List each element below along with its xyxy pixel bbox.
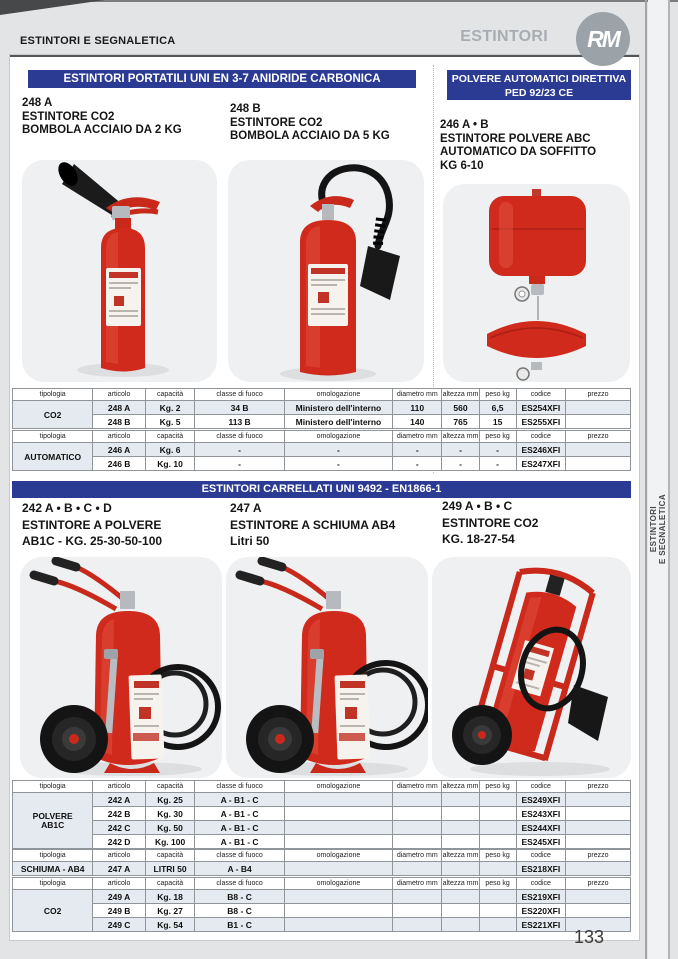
cell: [284, 821, 392, 835]
cell: ES221XFI: [516, 918, 565, 932]
cell: 140: [393, 415, 442, 429]
cell: 246 B: [93, 457, 146, 471]
col-header: classe di fuoco: [195, 389, 285, 401]
col-header: classe di fuoco: [195, 431, 285, 443]
cell: [566, 457, 631, 471]
cell: [442, 890, 479, 904]
col-header: articolo: [93, 389, 146, 401]
product-248b-title: 248 B ESTINTORE CO2 BOMBOLA ACCIAIO DA 5 KG: [230, 103, 390, 142]
header-right-title: ESTINTORI: [460, 28, 548, 45]
photo-247: [226, 557, 428, 778]
cell: ES255XFI: [516, 415, 565, 429]
cell: 242 D: [93, 835, 146, 849]
col-header: articolo: [93, 431, 146, 443]
cell: B8 - C: [195, 904, 285, 918]
col-header: peso kg: [479, 431, 516, 443]
cell: [479, 793, 516, 807]
cell: Kg. 100: [145, 835, 194, 849]
cell: ES220XFI: [516, 904, 565, 918]
rm-logo-text: RM: [587, 25, 619, 52]
cell: [393, 793, 442, 807]
table-row: [13, 401, 631, 415]
cell-tipologia: SCHIUMA - AB4: [13, 862, 93, 876]
cell-tipologia: CO2: [13, 401, 93, 429]
cell: [566, 401, 631, 415]
cell: A - B1 - C: [195, 807, 285, 821]
col-header: peso kg: [479, 850, 516, 862]
cell: -: [284, 457, 392, 471]
automatic-ceiling-extinguisher-illustration: [443, 184, 630, 382]
cell: Kg. 50: [145, 821, 194, 835]
cell: ES249XFI: [516, 793, 565, 807]
cell: -: [479, 443, 516, 457]
col-header: capacità: [145, 878, 194, 890]
cell: [442, 862, 479, 876]
cell: ES243XFI: [516, 807, 565, 821]
cell: Kg. 18: [145, 890, 194, 904]
right-margin-strip: [648, 0, 668, 959]
col-header: altezza mm: [442, 431, 479, 443]
cell: ES218XFI: [516, 862, 565, 876]
cell: 560: [442, 401, 479, 415]
col-header: prezzo: [566, 781, 631, 793]
cell: ES245XFI: [516, 835, 565, 849]
cell: [479, 862, 516, 876]
cell: Kg. 6: [145, 443, 194, 457]
cell: ES219XFI: [516, 890, 565, 904]
cell: [566, 415, 631, 429]
rm-logo-icon: [576, 12, 630, 66]
cell: [566, 793, 631, 807]
banner-carrellati: ESTINTORI CARRELLATI UNI 9492 - EN1866-1: [12, 481, 631, 498]
table-co2-carrellati: [12, 877, 631, 932]
cell: -: [442, 443, 479, 457]
col-header: tipologia: [13, 781, 93, 793]
col-header: prezzo: [566, 878, 631, 890]
cell: -: [195, 443, 285, 457]
col-header: prezzo: [566, 850, 631, 862]
cell: [284, 890, 392, 904]
table-row: [13, 443, 631, 457]
cell: 113 B: [195, 415, 285, 429]
banner-portatili: ESTINTORI PORTATILI UNI EN 3-7 ANIDRIDE CARBONICA: [28, 70, 416, 88]
table-schiuma: [12, 849, 631, 876]
cell: 110: [393, 401, 442, 415]
cell: 15: [479, 415, 516, 429]
col-header: codice: [516, 389, 565, 401]
cell: [284, 918, 392, 932]
cell: ES246XFI: [516, 443, 565, 457]
cell: Ministero dell'interno: [284, 415, 392, 429]
cell: Kg. 30: [145, 807, 194, 821]
wheeled-powder-extinguisher-illustration: [20, 557, 222, 778]
col-header: classe di fuoco: [195, 850, 285, 862]
col-header: omologazione: [284, 850, 392, 862]
cell: B1 - C: [195, 918, 285, 932]
cell: -: [479, 457, 516, 471]
col-header: omologazione: [284, 389, 392, 401]
photo-248a: [22, 160, 217, 382]
cell: [479, 890, 516, 904]
cell: 248 B: [93, 415, 146, 429]
col-header: peso kg: [479, 878, 516, 890]
col-header: tipologia: [13, 850, 93, 862]
cell: A - B1 - C: [195, 835, 285, 849]
cell: -: [393, 443, 442, 457]
banner-automatici: POLVERE AUTOMATICI DIRETTIVA PED 92/23 CE: [447, 70, 631, 100]
col-header: classe di fuoco: [195, 878, 285, 890]
cell: 242 A: [93, 793, 146, 807]
cell: [393, 807, 442, 821]
col-header: codice: [516, 431, 565, 443]
col-header: articolo: [93, 781, 146, 793]
col-header: altezza mm: [442, 389, 479, 401]
cell: -: [195, 457, 285, 471]
cell: [284, 835, 392, 849]
cell: 242 B: [93, 807, 146, 821]
product-247-title: 247 A ESTINTORE A SCHIUMA AB4 Litri 50: [230, 501, 396, 548]
col-header: peso kg: [479, 781, 516, 793]
col-header: prezzo: [566, 431, 631, 443]
col-header: diametro mm: [393, 781, 442, 793]
table-row: [13, 862, 631, 876]
cell: -: [393, 457, 442, 471]
product-249-title: 249 A • B • C ESTINTORE CO2 KG. 18-27-54: [442, 499, 539, 546]
table-row: [13, 821, 631, 835]
cell-tipologia: POLVERE AB1C: [13, 793, 93, 849]
col-header: tipologia: [13, 431, 93, 443]
cell: [393, 862, 442, 876]
cell: [284, 807, 392, 821]
cell: Kg. 27: [145, 904, 194, 918]
cell: [284, 793, 392, 807]
cell: 242 C: [93, 821, 146, 835]
col-header: classe di fuoco: [195, 781, 285, 793]
col-header: capacità: [145, 781, 194, 793]
cell: [566, 890, 631, 904]
cell: [479, 904, 516, 918]
cell: ES244XFI: [516, 821, 565, 835]
cell: [479, 918, 516, 932]
cell: -: [442, 457, 479, 471]
product-248a-title: 248 A ESTINTORE CO2 BOMBOLA ACCIAIO DA 2 KG: [22, 97, 182, 136]
product-242-title: 242 A • B • C • D ESTINTORE A POLVERE AB1C - KG. 25-30-50-100: [22, 501, 163, 548]
table-co2-portatili: [12, 388, 631, 429]
product-246-title: 246 A • B ESTINTORE POLVERE ABC AUTOMATICO DA SOFFITTO KG 6-10: [440, 119, 597, 172]
table-automatico: [12, 430, 631, 471]
extinguisher-co2-2kg-illustration: [22, 160, 217, 382]
cell: 249 C: [93, 918, 146, 932]
cell: 6,5: [479, 401, 516, 415]
right-edge-line-2: [668, 0, 670, 959]
col-header: capacità: [145, 850, 194, 862]
extinguisher-co2-5kg-illustration: [228, 160, 424, 382]
cell: Kg. 54: [145, 918, 194, 932]
col-header: tipologia: [13, 878, 93, 890]
cell: [393, 918, 442, 932]
col-header: articolo: [93, 878, 146, 890]
cell: [442, 918, 479, 932]
cell: [442, 904, 479, 918]
col-header: codice: [516, 781, 565, 793]
col-header: codice: [516, 850, 565, 862]
col-header: diametro mm: [393, 850, 442, 862]
cell: [479, 821, 516, 835]
cell-tipologia: CO2: [13, 890, 93, 932]
col-header: diametro mm: [393, 389, 442, 401]
cell: 34 B: [195, 401, 285, 415]
col-header: codice: [516, 878, 565, 890]
table-row: [13, 415, 631, 429]
cell: 249 A: [93, 890, 146, 904]
col-header: altezza mm: [442, 878, 479, 890]
table-row: [13, 904, 631, 918]
cell: -: [284, 443, 392, 457]
cell: [393, 821, 442, 835]
cell: [442, 835, 479, 849]
cell: 765: [442, 415, 479, 429]
cell: ES254XFI: [516, 401, 565, 415]
col-header: capacità: [145, 389, 194, 401]
side-tab-text: ESTINTORI E SEGNALETICA: [649, 493, 668, 565]
cell: [284, 862, 392, 876]
cell: A - B1 - C: [195, 821, 285, 835]
col-header: omologazione: [284, 878, 392, 890]
table-row: [13, 793, 631, 807]
cell: Kg. 5: [145, 415, 194, 429]
col-header: articolo: [93, 850, 146, 862]
table-row: [13, 457, 631, 471]
col-header: omologazione: [284, 431, 392, 443]
cell: [566, 835, 631, 849]
table-row: [13, 918, 631, 932]
cell: [393, 835, 442, 849]
cell: 248 A: [93, 401, 146, 415]
photo-246: [443, 184, 630, 382]
header-left-title: ESTINTORI E SEGNALETICA: [20, 35, 176, 47]
col-header: altezza mm: [442, 781, 479, 793]
cell: A - B1 - C: [195, 793, 285, 807]
col-header: capacità: [145, 431, 194, 443]
page-number: 133: [573, 927, 604, 947]
trolley-co2-extinguisher-illustration: [432, 557, 631, 778]
cell: [393, 904, 442, 918]
wheeled-foam-extinguisher-illustration: [226, 557, 428, 778]
cell: 246 A: [93, 443, 146, 457]
photo-248b: [228, 160, 424, 382]
col-header: diametro mm: [393, 431, 442, 443]
cell: [442, 793, 479, 807]
cell: [479, 835, 516, 849]
cell: Kg. 25: [145, 793, 194, 807]
cell: [566, 904, 631, 918]
col-header: diametro mm: [393, 878, 442, 890]
right-edge-line: [645, 0, 647, 959]
cell: [566, 821, 631, 835]
page-corner-shadow: [0, 0, 105, 15]
cell: [566, 443, 631, 457]
col-header: tipologia: [13, 389, 93, 401]
cell: LITRI 50: [145, 862, 194, 876]
photo-249: [432, 557, 631, 778]
cell: 249 B: [93, 904, 146, 918]
cell: [566, 862, 631, 876]
col-header: prezzo: [566, 389, 631, 401]
table-row: [13, 890, 631, 904]
cell: Kg. 10: [145, 457, 194, 471]
cell: 247 A: [93, 862, 146, 876]
cell: B8 - C: [195, 890, 285, 904]
cell: [284, 904, 392, 918]
photo-242: [20, 557, 222, 778]
table-row: [13, 807, 631, 821]
cell: Kg. 2: [145, 401, 194, 415]
cell: [479, 807, 516, 821]
cell-tipologia: AUTOMATICO: [13, 443, 93, 471]
col-header: peso kg: [479, 389, 516, 401]
col-header: altezza mm: [442, 850, 479, 862]
cell: [393, 890, 442, 904]
side-tab: [639, 483, 677, 575]
cell: ES247XFI: [516, 457, 565, 471]
table-row: [13, 835, 631, 849]
cell: Ministero dell'interno: [284, 401, 392, 415]
table-polvere: [12, 780, 631, 849]
col-header: omologazione: [284, 781, 392, 793]
cell: [566, 807, 631, 821]
cell: A - B4: [195, 862, 285, 876]
cell: [442, 807, 479, 821]
cell: [442, 821, 479, 835]
